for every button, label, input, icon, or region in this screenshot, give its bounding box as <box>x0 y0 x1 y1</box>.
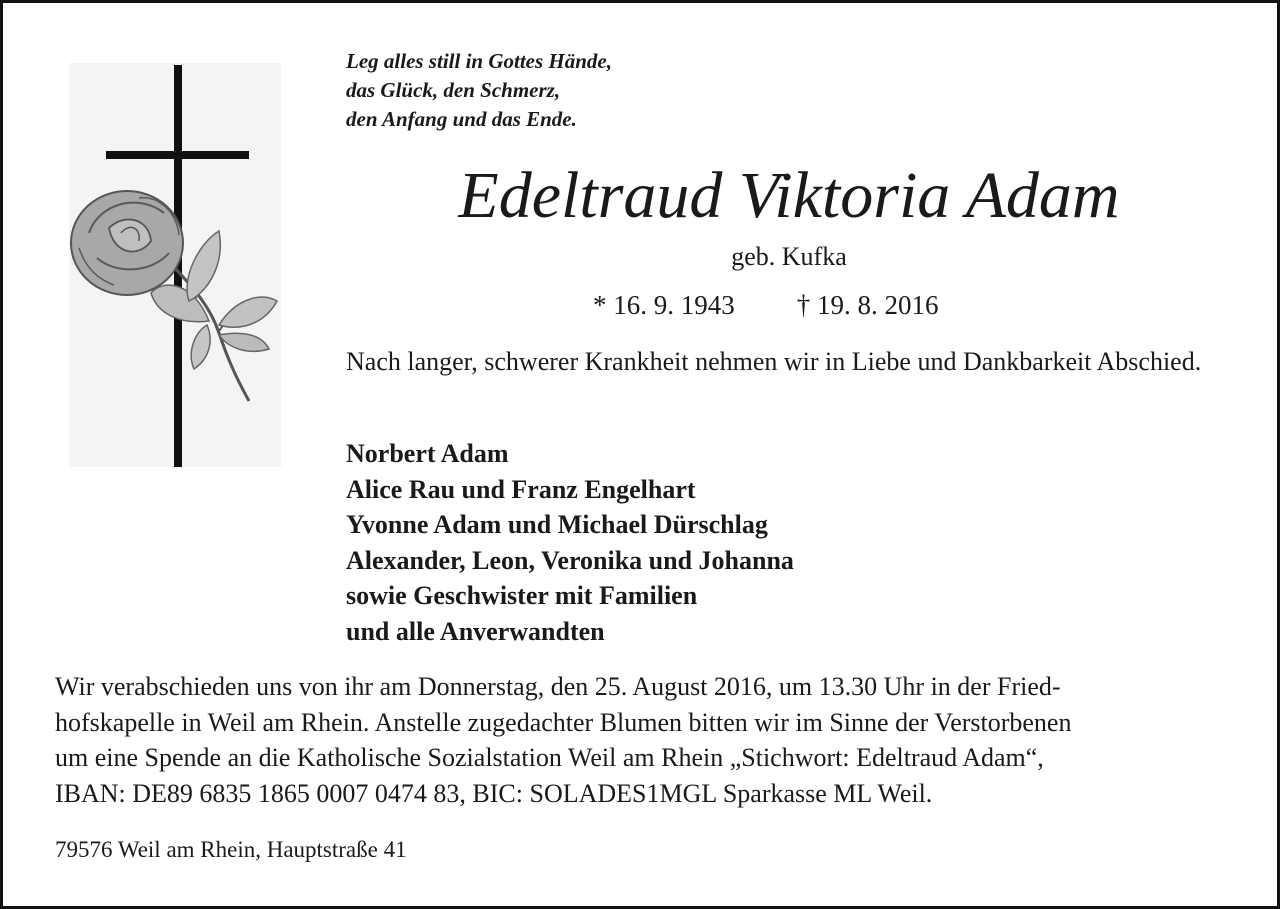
deceased-name: Edeltraud Viktoria Adam <box>458 159 1120 232</box>
service-line: um eine Spende an die Katholische Sozialstation Weil am Rhein „Stichwort: Edeltraud Adam“, <box>55 743 1044 772</box>
mourner-line: Alice Rau und Franz Engelhart <box>346 474 696 504</box>
service-line: hofskapelle in Weil am Rhein. Anstelle zugedachter Blumen bitten wir im Sinne der Verstorbenen <box>55 707 1072 737</box>
cross-with-rose-icon <box>69 63 281 467</box>
mourner-line: sowie Geschwister mit Familien <box>346 581 698 610</box>
service-line: IBAN: DE89 6835 1865 0007 0474 83, BIC: SOLADES1MGL Sparkasse ML Weil. <box>55 778 933 808</box>
maiden-name: geb. Kufka <box>731 242 847 271</box>
motto-line: den Anfang und das Ende. <box>346 107 577 131</box>
motto-line: Leg alles still in Gottes Hände, <box>346 49 612 73</box>
life-dates <box>593 288 939 322</box>
mourner-line: Alexander, Leon, Veronika und Johanna <box>346 545 794 575</box>
mourners-list <box>346 436 794 649</box>
motto-verse <box>346 47 612 134</box>
motto-line: das Glück, den Schmerz, <box>346 78 561 102</box>
intro-text: Nach langer, schwerer Krankheit nehmen wir in Liebe und Dankbarkeit Abschied. <box>346 347 1202 376</box>
mourner-line: Norbert Adam <box>346 439 509 468</box>
funeral-service-text <box>55 669 1235 811</box>
death-date: † 19. 8. 2016 <box>796 290 939 320</box>
mourner-line: und alle Anverwandten <box>346 616 605 646</box>
birth-date: * 16. 9. 1943 <box>593 290 735 320</box>
service-line: Wir verabschieden uns von ihr am Donnerstag, den 25. August 2016, um 13.30 Uhr in der Fried- <box>55 672 1061 701</box>
address: 79576 Weil am Rhein, Hauptstraße 41 <box>55 837 407 862</box>
mourner-line: Yvonne Adam und Michael Dürschlag <box>346 510 768 539</box>
